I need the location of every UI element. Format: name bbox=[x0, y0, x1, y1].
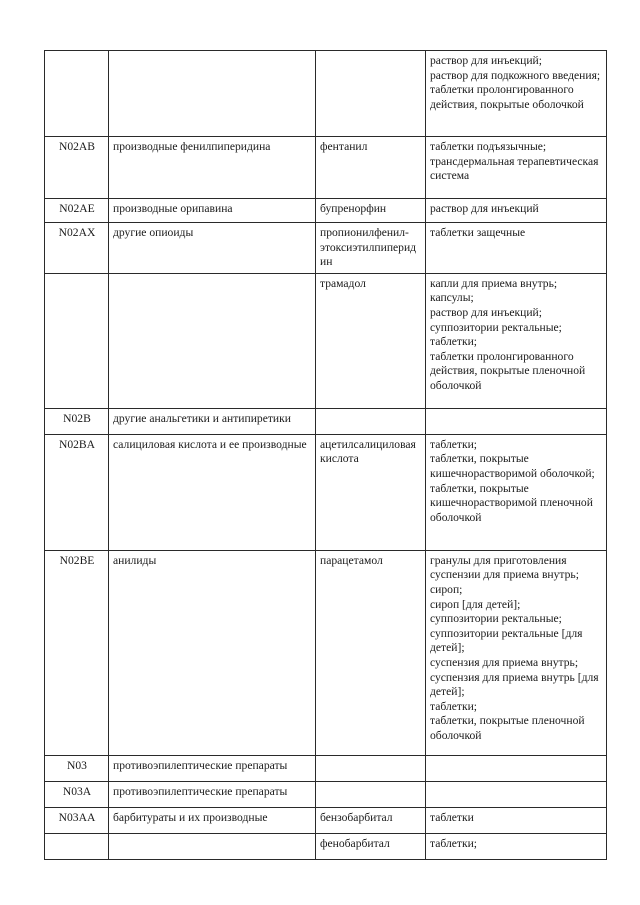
table-row bbox=[45, 781, 607, 807]
drug-name-cell bbox=[316, 755, 426, 781]
pharmacological-group-cell: салициловая кислота и ее производные bbox=[109, 434, 316, 550]
dosage-forms-cell bbox=[426, 273, 607, 408]
dosage-form-item: сироп; bbox=[430, 582, 463, 596]
table-row bbox=[45, 199, 607, 223]
table-row bbox=[45, 273, 607, 408]
dosage-form-item: капли для приема внутрь; bbox=[430, 276, 558, 290]
dosage-forms-cell bbox=[426, 755, 607, 781]
pharmacological-group-cell bbox=[109, 51, 316, 137]
atc-code-cell: N02B bbox=[45, 408, 109, 434]
dosage-form-item: суспензия для приема внутрь; bbox=[430, 655, 579, 669]
dosage-forms-cell bbox=[426, 434, 607, 550]
atc-code-cell bbox=[45, 273, 109, 408]
atc-code-cell bbox=[45, 51, 109, 137]
dosage-form-item: таблетки пролонгированного действия, покрытые оболочкой bbox=[430, 83, 584, 111]
table-row bbox=[45, 833, 607, 859]
atc-code-cell: N03AA bbox=[45, 807, 109, 833]
dosage-forms-cell bbox=[426, 550, 607, 755]
drug-table bbox=[44, 50, 607, 860]
dosage-form-item: таблетки защечные bbox=[430, 226, 526, 239]
dosage-forms-cell bbox=[426, 137, 607, 199]
table-row bbox=[45, 51, 607, 137]
pharmacological-group-cell: противоэпилептические препараты bbox=[109, 755, 316, 781]
dosage-form-item: суппозитории ректальные [для детей]; bbox=[430, 626, 583, 655]
dosage-forms-cell bbox=[426, 833, 607, 859]
atc-code-cell: N02BE bbox=[45, 550, 109, 755]
drug-name-cell: фентанил bbox=[316, 137, 426, 199]
drug-name-cell: трамадол bbox=[316, 273, 426, 408]
table-row bbox=[45, 755, 607, 781]
atc-code-cell: N02BA bbox=[45, 434, 109, 550]
drug-name-cell: бупренорфин bbox=[316, 199, 426, 223]
atc-code-cell bbox=[45, 833, 109, 859]
dosage-forms-cell bbox=[426, 51, 607, 137]
table-row bbox=[45, 807, 607, 833]
atc-code-cell: N02AX bbox=[45, 223, 109, 274]
drug-name-cell bbox=[316, 408, 426, 434]
table-row bbox=[45, 223, 607, 274]
dosage-forms-cell bbox=[426, 199, 607, 223]
drug-name-cell: пропионилфенил-этоксиэтилпиперидин bbox=[316, 223, 426, 274]
dosage-form-item: таблетки, покрытые пленочной оболочкой bbox=[430, 714, 585, 742]
table-body bbox=[45, 51, 607, 860]
table-row bbox=[45, 434, 607, 550]
atc-code-cell: N03 bbox=[45, 755, 109, 781]
dosage-form-item: таблетки; bbox=[430, 437, 478, 451]
pharmacological-group-cell: производные орипавина bbox=[109, 199, 316, 223]
atc-code-cell: N02AB bbox=[45, 137, 109, 199]
atc-code-cell: N02AE bbox=[45, 199, 109, 223]
dosage-form-item: суппозитории ректальные; bbox=[430, 320, 562, 334]
pharmacological-group-cell: анилиды bbox=[109, 550, 316, 755]
dosage-form-item: суппозитории ректальные; bbox=[430, 612, 562, 626]
pharmacological-group-cell: барбитураты и их производные bbox=[109, 807, 316, 833]
dosage-form-item: таблетки; bbox=[430, 699, 478, 713]
dosage-form-item: гранулы для приготовления суспензии для приема внутрь; bbox=[430, 553, 579, 582]
dosage-forms-cell bbox=[426, 223, 607, 274]
dosage-form-item: раствор для подкожного введения; bbox=[430, 68, 601, 82]
dosage-form-item: раствор для инъекций; bbox=[430, 305, 542, 319]
dosage-form-item: сироп [для детей]; bbox=[430, 597, 521, 611]
atc-code-cell: N03A bbox=[45, 781, 109, 807]
dosage-form-item: таблетки пролонгированного действия, покрытые пленочной оболочкой bbox=[430, 349, 586, 392]
pharmacological-group-cell: другие анальгетики и антипиретики bbox=[109, 408, 316, 434]
pharmacological-group-cell: производные фенилпиперидина bbox=[109, 137, 316, 199]
dosage-forms-cell bbox=[426, 781, 607, 807]
drug-name-cell: фенобарбитал bbox=[316, 833, 426, 859]
pharmacological-group-cell bbox=[109, 833, 316, 859]
pharmacological-group-cell: другие опиоиды bbox=[109, 223, 316, 274]
dosage-form-item: таблетки подъязычные; bbox=[430, 140, 547, 153]
pharmacological-group-cell bbox=[109, 273, 316, 408]
table-row bbox=[45, 408, 607, 434]
drug-name-cell: ацетилсалициловая кислота bbox=[316, 434, 426, 550]
drug-name-cell: парацетамол bbox=[316, 550, 426, 755]
pharmacological-group-cell: противоэпилептические препараты bbox=[109, 781, 316, 807]
dosage-forms-cell bbox=[426, 807, 607, 833]
dosage-form-item: таблетки, покрытые кишечнорастворимой пленочной оболочкой bbox=[430, 481, 593, 524]
table-row bbox=[45, 550, 607, 755]
table-row bbox=[45, 137, 607, 199]
dosage-form-item: суспензия для приема внутрь [для детей]; bbox=[430, 670, 599, 699]
dosage-form-item: таблетки; bbox=[430, 836, 478, 850]
dosage-form-item: трансдермальная терапевтическая система bbox=[430, 154, 599, 183]
dosage-forms-cell bbox=[426, 408, 607, 434]
dosage-form-item: капсулы; bbox=[430, 291, 474, 305]
dosage-form-item: таблетки; bbox=[430, 335, 478, 349]
dosage-form-item: раствор для инъекций bbox=[430, 202, 539, 215]
dosage-form-item: таблетки bbox=[430, 810, 474, 824]
drug-name-cell bbox=[316, 51, 426, 137]
drug-name-cell: бензобарбитал bbox=[316, 807, 426, 833]
dosage-form-item: раствор для инъекций; bbox=[430, 54, 542, 67]
drug-name-cell bbox=[316, 781, 426, 807]
dosage-form-item: таблетки, покрытые кишечнорастворимой оболочкой; bbox=[430, 452, 595, 480]
